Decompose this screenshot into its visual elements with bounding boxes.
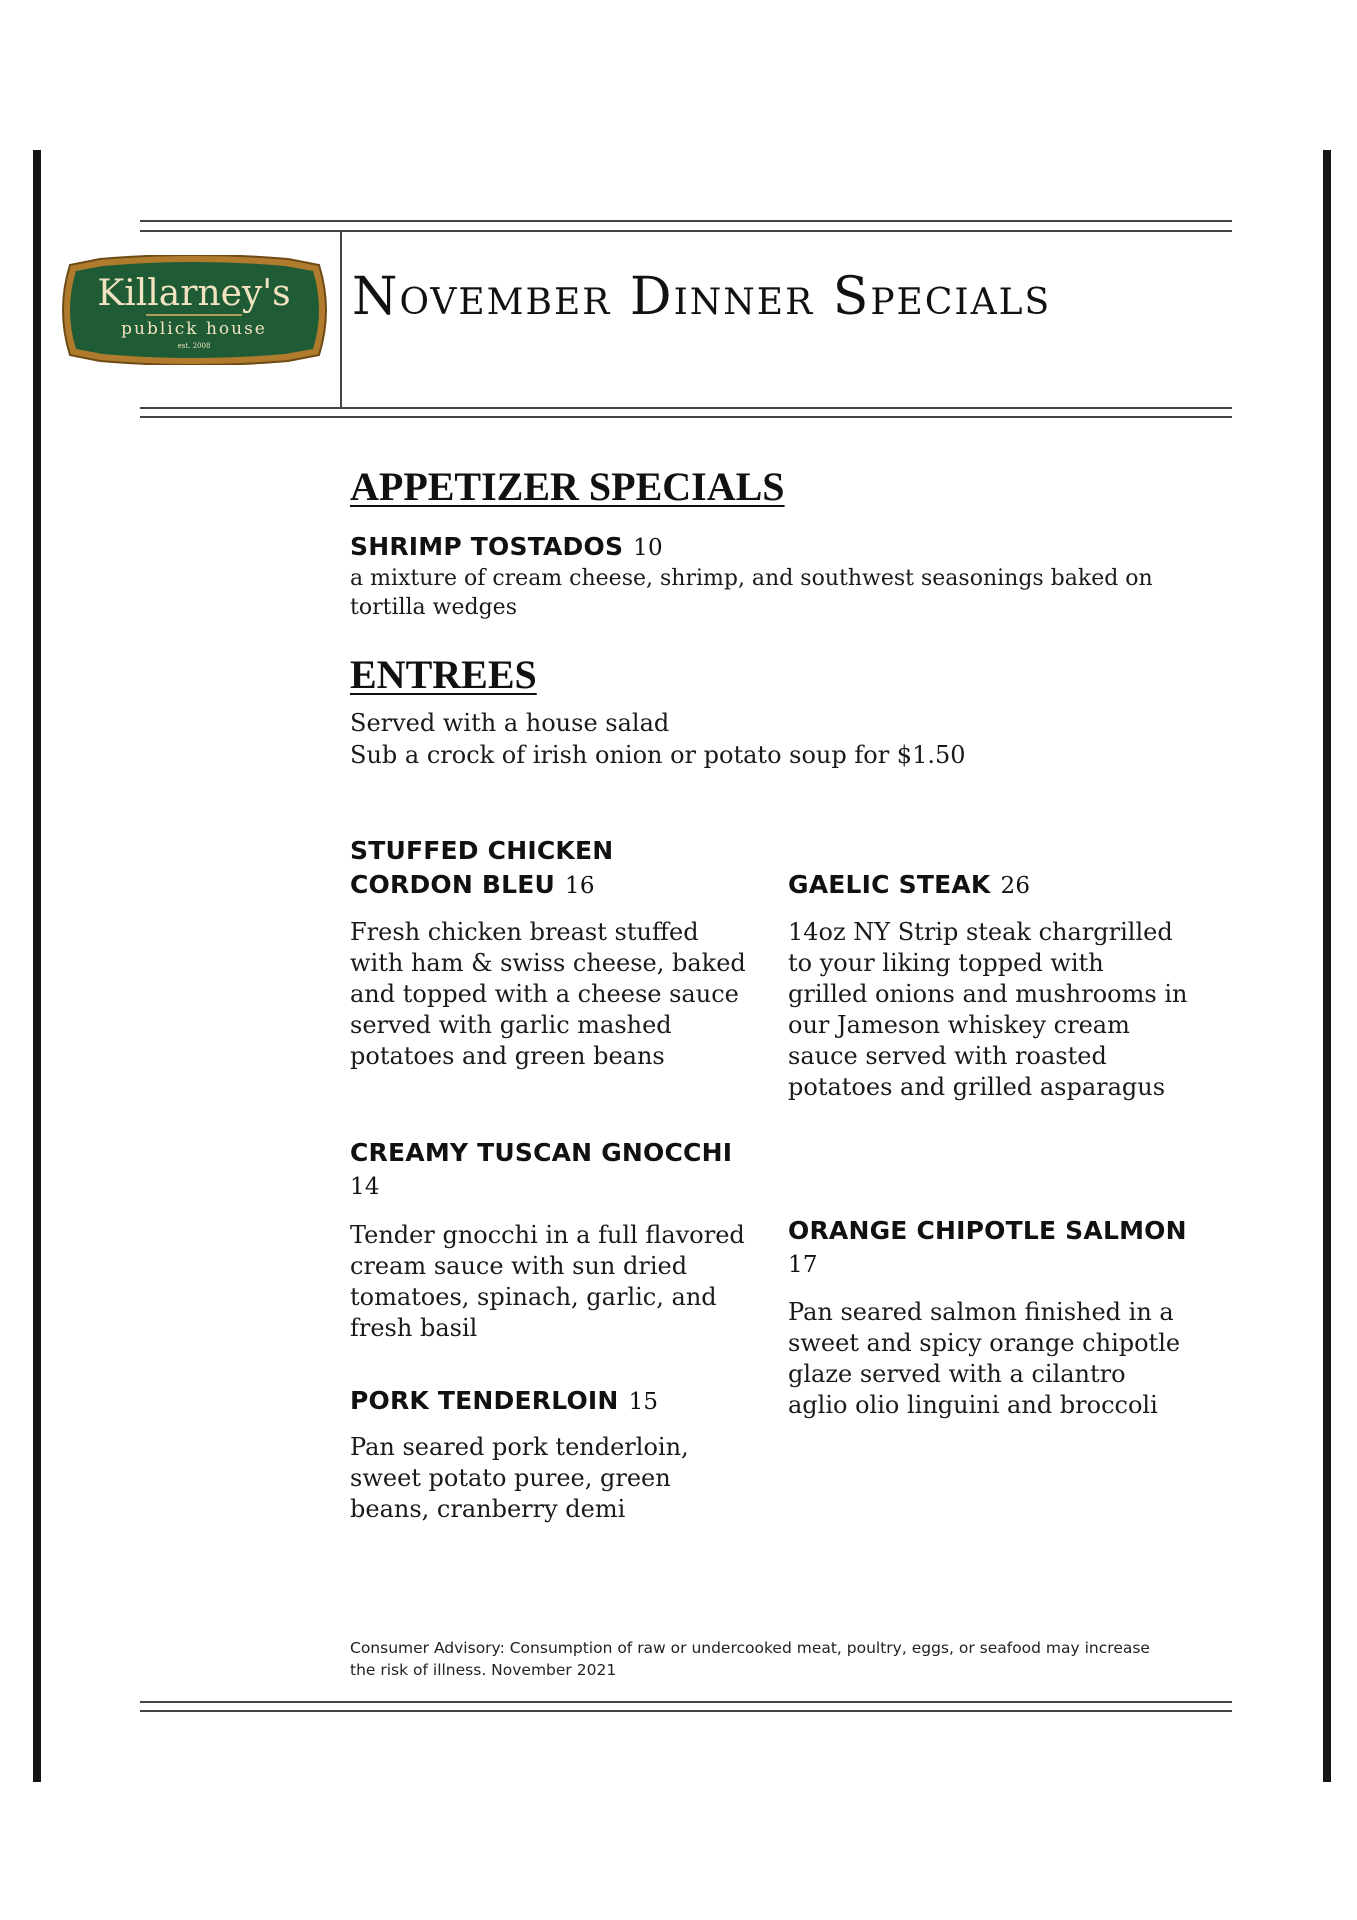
- header-rule-top-1: [140, 220, 1232, 222]
- entree-price: 16: [565, 873, 595, 899]
- killarneys-logo: [56, 255, 333, 365]
- entree-name-salmon: [788, 1214, 1198, 1282]
- entrees-note-2: Sub a crock of irish onion or potato soup for $1.50: [350, 741, 966, 769]
- appetizer-description: a mixture of cream cheese, shrimp, and southwest seasonings baked on tortilla wedges: [350, 566, 1153, 620]
- entree-desc-pork: Pan seared pork tenderloin, sweet potato puree, green beans, cranberry demi: [350, 1433, 689, 1523]
- entree-price: 15: [628, 1389, 659, 1415]
- consumer-advisory: Consumer Advisory: Consumption of raw or undercooked meat, poultry, eggs, or seafood may increase the risk of illness. November 2021: [350, 1639, 1150, 1679]
- entree-price: 26: [1000, 873, 1031, 899]
- header-rule-bottom-1: [140, 407, 1232, 409]
- entree-name-steak: [788, 868, 1188, 903]
- entree-name-cordon-bleu: [350, 834, 740, 903]
- entrees-note-1: Served with a house salad: [350, 709, 670, 737]
- page-edge-right: [1323, 150, 1331, 1782]
- appetizer-heading: APPETIZER SPECIALS: [350, 464, 785, 509]
- header-rule-bottom-2: [140, 416, 1232, 418]
- entree-price: 14: [350, 1174, 380, 1200]
- header-rule-top-2: [140, 230, 1232, 232]
- footer-rule-2: [140, 1710, 1232, 1712]
- entree-title: GAELIC STEAK: [788, 870, 991, 899]
- footer-rule-1: [140, 1701, 1232, 1703]
- entrees-heading: ENTREES: [350, 652, 537, 697]
- logo-tagline: publick house: [121, 319, 267, 339]
- page-title: November Dinner Specials: [352, 267, 1052, 327]
- entree-name-gnocchi: [350, 1136, 750, 1204]
- entree-title: CREAMY TUSCAN GNOCCHI: [350, 1138, 733, 1167]
- entree-desc-salmon: Pan seared salmon finished in a sweet and spicy orange chipotle glaze served with a cilantro aglio olio linguini and broccoli: [788, 1298, 1181, 1419]
- entree-title: STUFFED CHICKEN CORDON BLEU: [350, 836, 614, 899]
- page-edge-left: [33, 150, 41, 1782]
- entree-desc-gnocchi: Tender gnocchi in a full flavored cream sauce with sun dried tomatoes, spinach, garlic, and fresh basil: [350, 1221, 745, 1342]
- entree-price: 17: [788, 1252, 818, 1278]
- entree-desc-steak: 14oz NY Strip steak chargrilled to your liking topped with grilled onions and mushrooms in our Jameson whiskey cream sauce served with roasted potatoes and grilled asparagus: [788, 918, 1188, 1101]
- logo-name: Killarney's: [97, 273, 291, 314]
- appetizer-name: SHRIMP TOSTADOS: [350, 532, 624, 561]
- header-divider: [340, 230, 342, 408]
- logo-est: est. 2008: [177, 342, 211, 350]
- appetizer-item-name: [350, 530, 1150, 565]
- entree-title: PORK TENDERLOIN: [350, 1386, 619, 1415]
- entree-title: ORANGE CHIPOTLE SALMON: [788, 1216, 1187, 1245]
- entree-desc-cordon-bleu: Fresh chicken breast stuffed with ham & swiss cheese, baked and topped with a cheese sauce served with garlic mashed potatoes and green beans: [350, 918, 746, 1070]
- entree-name-pork: [350, 1384, 750, 1419]
- appetizer-price: 10: [633, 535, 663, 561]
